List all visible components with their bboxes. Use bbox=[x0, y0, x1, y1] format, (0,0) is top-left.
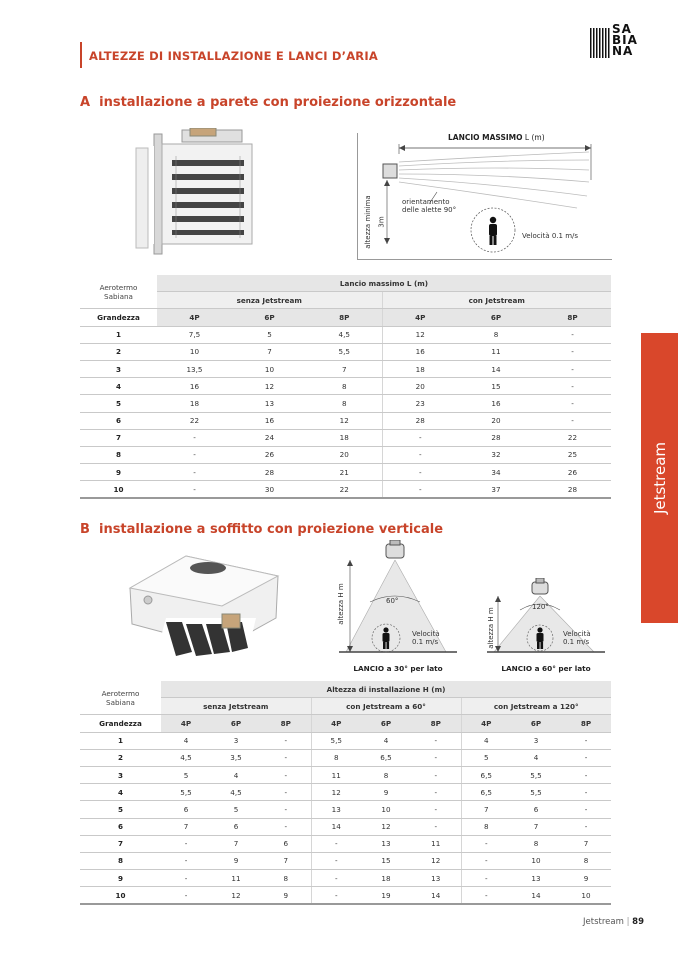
table-row bbox=[80, 818, 611, 835]
table-cell: 12 bbox=[232, 378, 307, 395]
table-cell: 5,5 bbox=[311, 732, 361, 749]
table-cell: 8 bbox=[561, 852, 611, 869]
table-cell: 4,5 bbox=[307, 326, 382, 343]
table-cell: - bbox=[157, 464, 232, 481]
table-b-group-header: senza Jetstream bbox=[161, 698, 311, 715]
table-cell: 15 bbox=[361, 852, 411, 869]
ceiling-diagram-60 bbox=[484, 578, 608, 668]
table-cell: 26 bbox=[232, 446, 307, 463]
table-cell: 13 bbox=[311, 801, 361, 818]
table-cell: 13 bbox=[511, 870, 561, 887]
table-cell: - bbox=[461, 870, 511, 887]
table-cell: - bbox=[161, 852, 211, 869]
table-cell: 34 bbox=[458, 464, 534, 481]
table-cell: 19 bbox=[361, 887, 411, 905]
row-size: 1 bbox=[80, 326, 157, 343]
table-cell: 5 bbox=[232, 326, 307, 343]
table-b-col-header: 8P bbox=[261, 715, 311, 732]
table-cell: 12 bbox=[211, 887, 261, 905]
table-cell: 3 bbox=[511, 732, 561, 749]
velocity-label-d2: Velocità 0.1 m/s bbox=[563, 630, 591, 646]
table-cell: 5,5 bbox=[511, 766, 561, 783]
table-cell: 28 bbox=[534, 481, 611, 499]
row-size: 1 bbox=[80, 732, 161, 749]
velocity-label-d1: Velocità 0.1 m/s bbox=[412, 630, 440, 646]
table-cell: 7 bbox=[561, 835, 611, 852]
table-cell: 8 bbox=[511, 835, 561, 852]
table-cell: - bbox=[382, 446, 458, 463]
table-cell: - bbox=[311, 852, 361, 869]
table-cell: 11 bbox=[458, 343, 534, 360]
table-cell: 15 bbox=[458, 378, 534, 395]
install-height-table bbox=[80, 681, 611, 905]
table-a-label-top: Aerotermo Sabiana bbox=[80, 275, 157, 309]
table-row bbox=[80, 326, 611, 343]
table-row bbox=[80, 481, 611, 499]
table-cell: 9 bbox=[211, 852, 261, 869]
table-b-col-header: 4P bbox=[461, 715, 511, 732]
table-cell: 10 bbox=[232, 360, 307, 377]
table-cell: - bbox=[411, 766, 461, 783]
table-cell: 6,5 bbox=[461, 766, 511, 783]
table-a-group-header: senza Jetstream bbox=[157, 292, 382, 309]
table-cell: - bbox=[411, 818, 461, 835]
table-cell: 18 bbox=[361, 870, 411, 887]
throw-label: LANCIO MASSIMO L (m) bbox=[448, 133, 545, 142]
velocity-label-a: Velocità 0.1 m/s bbox=[522, 232, 579, 240]
table-cell: 4 bbox=[211, 766, 261, 783]
table-cell: 10 bbox=[157, 343, 232, 360]
table-cell: 16 bbox=[232, 412, 307, 429]
table-b-col-header: 4P bbox=[311, 715, 361, 732]
row-size: 2 bbox=[80, 343, 157, 360]
table-cell: 5,5 bbox=[511, 784, 561, 801]
table-cell: 37 bbox=[458, 481, 534, 499]
angle-label-d2: 120° bbox=[532, 603, 549, 611]
table-row bbox=[80, 749, 611, 766]
table-cell: 14 bbox=[311, 818, 361, 835]
table-cell: - bbox=[161, 870, 211, 887]
page-number: 89 bbox=[632, 917, 644, 927]
row-size: 6 bbox=[80, 412, 157, 429]
angle-label-d1: 60° bbox=[386, 597, 399, 605]
table-cell: 3 bbox=[211, 732, 261, 749]
table-cell: - bbox=[311, 870, 361, 887]
table-cell: 8 bbox=[307, 395, 382, 412]
table-cell: - bbox=[534, 326, 611, 343]
table-cell: - bbox=[157, 446, 232, 463]
table-cell: 8 bbox=[307, 378, 382, 395]
table-cell: 8 bbox=[261, 870, 311, 887]
table-row bbox=[80, 429, 611, 446]
height-label-d1: altezza H m bbox=[337, 583, 345, 625]
table-cell: 10 bbox=[511, 852, 561, 869]
min-height-label: altezza minima bbox=[364, 195, 372, 249]
table-cell: 7,5 bbox=[157, 326, 232, 343]
table-cell: - bbox=[461, 852, 511, 869]
table-b-col-header: 6P bbox=[211, 715, 261, 732]
table-cell: - bbox=[411, 749, 461, 766]
table-cell: 24 bbox=[232, 429, 307, 446]
table-cell: 13 bbox=[411, 870, 461, 887]
table-cell: 4,5 bbox=[161, 749, 211, 766]
table-cell: 28 bbox=[232, 464, 307, 481]
throw-diagram bbox=[357, 140, 611, 258]
table-cell: 25 bbox=[534, 446, 611, 463]
table-b-main-header: Altezza di installazione H (m) bbox=[161, 681, 611, 698]
table-cell: - bbox=[534, 412, 611, 429]
table-cell: 5 bbox=[161, 766, 211, 783]
table-cell: 11 bbox=[411, 835, 461, 852]
page-header-title: ALTEZZE DI INSTALLAZIONE E LANCI D’ARIA bbox=[89, 49, 378, 63]
table-cell: - bbox=[534, 378, 611, 395]
ceiling-heater-illustration bbox=[126, 548, 286, 670]
table-cell: 14 bbox=[411, 887, 461, 905]
page-footer: Jetstream | 89 bbox=[583, 917, 644, 927]
table-a-group-header: con Jetstream bbox=[382, 292, 611, 309]
table-cell: - bbox=[411, 801, 461, 818]
table-a-col-header: 4P bbox=[157, 309, 232, 326]
table-cell: 7 bbox=[511, 818, 561, 835]
table-cell: - bbox=[561, 766, 611, 783]
table-cell: 18 bbox=[157, 395, 232, 412]
table-b-col-header: 6P bbox=[361, 715, 411, 732]
table-cell: - bbox=[382, 429, 458, 446]
table-row bbox=[80, 343, 611, 360]
row-size: 7 bbox=[80, 835, 161, 852]
table-cell: 8 bbox=[458, 326, 534, 343]
row-size: 4 bbox=[80, 378, 157, 395]
row-size: 2 bbox=[80, 749, 161, 766]
logo-stripes bbox=[590, 28, 610, 58]
row-size: 5 bbox=[80, 395, 157, 412]
table-cell: 7 bbox=[211, 835, 261, 852]
table-cell: 13,5 bbox=[157, 360, 232, 377]
table-row bbox=[80, 801, 611, 818]
table-cell: 6 bbox=[511, 801, 561, 818]
table-cell: 14 bbox=[458, 360, 534, 377]
fin-orientation-label: orientamento delle alette 90° bbox=[402, 198, 457, 214]
table-cell: 16 bbox=[458, 395, 534, 412]
table-cell: 9 bbox=[561, 870, 611, 887]
table-cell: 6,5 bbox=[361, 749, 411, 766]
table-cell: 11 bbox=[311, 766, 361, 783]
table-cell: 6 bbox=[161, 801, 211, 818]
table-cell: - bbox=[534, 395, 611, 412]
table-cell: 22 bbox=[157, 412, 232, 429]
table-cell: 7 bbox=[307, 360, 382, 377]
table-a-col-header: 6P bbox=[232, 309, 307, 326]
table-cell: 6 bbox=[211, 818, 261, 835]
table-a-size-label: Grandezza bbox=[80, 309, 157, 326]
row-size: 9 bbox=[80, 464, 157, 481]
table-cell: 10 bbox=[361, 801, 411, 818]
table-cell: 23 bbox=[382, 395, 458, 412]
min-height-value: 3m bbox=[377, 216, 386, 228]
table-cell: 16 bbox=[157, 378, 232, 395]
table-cell: - bbox=[411, 732, 461, 749]
table-cell: 12 bbox=[307, 412, 382, 429]
table-cell: 22 bbox=[307, 481, 382, 499]
row-size: 10 bbox=[80, 481, 157, 499]
wall-heater-illustration bbox=[132, 128, 272, 258]
table-cell: - bbox=[561, 749, 611, 766]
table-row bbox=[80, 360, 611, 377]
table-a-col-header: 6P bbox=[458, 309, 534, 326]
table-cell: 21 bbox=[307, 464, 382, 481]
table-row bbox=[80, 887, 611, 905]
table-a-main-header: Lancio massimo L (m) bbox=[157, 275, 611, 292]
table-row bbox=[80, 766, 611, 783]
table-cell: 10 bbox=[561, 887, 611, 905]
table-cell: 13 bbox=[232, 395, 307, 412]
row-size: 6 bbox=[80, 818, 161, 835]
section-b-title: B installazione a soffitto con proiezione verticale bbox=[80, 522, 444, 537]
table-cell: 30 bbox=[232, 481, 307, 499]
table-cell: - bbox=[161, 835, 211, 852]
table-cell: 7 bbox=[161, 818, 211, 835]
table-cell: - bbox=[261, 818, 311, 835]
table-b-group-header: con Jetstream a 120° bbox=[461, 698, 611, 715]
table-cell: 4 bbox=[161, 732, 211, 749]
table-cell: 5,5 bbox=[307, 343, 382, 360]
table-cell: - bbox=[561, 801, 611, 818]
table-cell: 22 bbox=[534, 429, 611, 446]
footer-label: Jetstream bbox=[583, 917, 624, 927]
row-size: 8 bbox=[80, 446, 157, 463]
table-b-size-label: Grandezza bbox=[80, 715, 161, 732]
table-cell: 6 bbox=[261, 835, 311, 852]
row-size: 3 bbox=[80, 766, 161, 783]
table-cell: 12 bbox=[382, 326, 458, 343]
table-row bbox=[80, 852, 611, 869]
table-cell: - bbox=[261, 784, 311, 801]
table-cell: 8 bbox=[361, 766, 411, 783]
table-cell: 28 bbox=[382, 412, 458, 429]
table-cell: 20 bbox=[458, 412, 534, 429]
row-size: 8 bbox=[80, 852, 161, 869]
sabiana-logo bbox=[590, 24, 650, 64]
table-cell: 7 bbox=[232, 343, 307, 360]
table-cell: 32 bbox=[458, 446, 534, 463]
table-cell: - bbox=[161, 887, 211, 905]
table-cell: - bbox=[534, 360, 611, 377]
row-size: 7 bbox=[80, 429, 157, 446]
table-cell: 9 bbox=[261, 887, 311, 905]
table-cell: 6,5 bbox=[461, 784, 511, 801]
table-row bbox=[80, 412, 611, 429]
table-cell: 18 bbox=[307, 429, 382, 446]
table-cell: - bbox=[461, 835, 511, 852]
table-b-col-header: 4P bbox=[161, 715, 211, 732]
table-cell: - bbox=[311, 887, 361, 905]
table-cell: 14 bbox=[511, 887, 561, 905]
table-cell: 4 bbox=[361, 732, 411, 749]
table-row bbox=[80, 378, 611, 395]
table-cell: - bbox=[411, 784, 461, 801]
table-a-col-header: 8P bbox=[307, 309, 382, 326]
table-cell: 12 bbox=[411, 852, 461, 869]
table-b-col-header: 8P bbox=[561, 715, 611, 732]
row-size: 3 bbox=[80, 360, 157, 377]
table-cell: 11 bbox=[211, 870, 261, 887]
table-cell: 18 bbox=[382, 360, 458, 377]
throw-table bbox=[80, 275, 611, 499]
table-cell: - bbox=[382, 464, 458, 481]
jetstream-side-tab bbox=[641, 333, 678, 623]
table-cell: 4,5 bbox=[211, 784, 261, 801]
row-size: 5 bbox=[80, 801, 161, 818]
caption-d2: LANCIO a 60° per lato bbox=[501, 664, 591, 673]
table-cell: - bbox=[157, 481, 232, 499]
table-cell: - bbox=[261, 766, 311, 783]
height-label-d2: altezza H m bbox=[487, 607, 495, 649]
row-size: 9 bbox=[80, 870, 161, 887]
table-row bbox=[80, 835, 611, 852]
table-cell: 26 bbox=[534, 464, 611, 481]
table-cell: - bbox=[382, 481, 458, 499]
table-cell: - bbox=[261, 732, 311, 749]
table-cell: - bbox=[561, 818, 611, 835]
table-cell: 4 bbox=[461, 732, 511, 749]
table-cell: - bbox=[561, 732, 611, 749]
table-cell: 5,5 bbox=[161, 784, 211, 801]
table-b-col-header: 6P bbox=[511, 715, 561, 732]
side-tab-label: Jetstream bbox=[650, 441, 669, 515]
table-cell: 4 bbox=[511, 749, 561, 766]
table-cell: 16 bbox=[382, 343, 458, 360]
table-row bbox=[80, 395, 611, 412]
row-size: 4 bbox=[80, 784, 161, 801]
table-cell: - bbox=[157, 429, 232, 446]
table-cell: 5 bbox=[211, 801, 261, 818]
header-accent-bar bbox=[80, 42, 82, 68]
table-a-col-header: 4P bbox=[382, 309, 458, 326]
table-cell: 12 bbox=[311, 784, 361, 801]
table-b-group-header: con Jetstream a 60° bbox=[311, 698, 461, 715]
table-cell: 5 bbox=[461, 749, 511, 766]
table-cell: - bbox=[461, 887, 511, 905]
table-cell: 20 bbox=[382, 378, 458, 395]
table-row bbox=[80, 446, 611, 463]
table-row bbox=[80, 464, 611, 481]
logo-letters: SA BIA NA bbox=[612, 22, 638, 58]
table-cell: 8 bbox=[461, 818, 511, 835]
table-row bbox=[80, 732, 611, 749]
table-cell: - bbox=[311, 835, 361, 852]
row-size: 10 bbox=[80, 887, 161, 905]
table-cell: - bbox=[261, 801, 311, 818]
table-cell: 20 bbox=[307, 446, 382, 463]
section-a-title: A installazione a parete con proiezione orizzontale bbox=[80, 95, 457, 110]
table-cell: 7 bbox=[261, 852, 311, 869]
table-cell: 13 bbox=[361, 835, 411, 852]
table-b-label-top: Aerotermo Sabiana bbox=[80, 681, 161, 715]
table-cell: 12 bbox=[361, 818, 411, 835]
caption-d1: LANCIO a 30° per lato bbox=[353, 664, 443, 673]
table-row bbox=[80, 784, 611, 801]
table-cell: - bbox=[534, 343, 611, 360]
table-cell: 28 bbox=[458, 429, 534, 446]
table-a-col-header: 8P bbox=[534, 309, 611, 326]
table-row bbox=[80, 870, 611, 887]
table-cell: 7 bbox=[461, 801, 511, 818]
table-cell: 3,5 bbox=[211, 749, 261, 766]
table-cell: - bbox=[561, 784, 611, 801]
table-cell: 9 bbox=[361, 784, 411, 801]
table-b-col-header: 8P bbox=[411, 715, 461, 732]
table-cell: 8 bbox=[311, 749, 361, 766]
table-cell: - bbox=[261, 749, 311, 766]
